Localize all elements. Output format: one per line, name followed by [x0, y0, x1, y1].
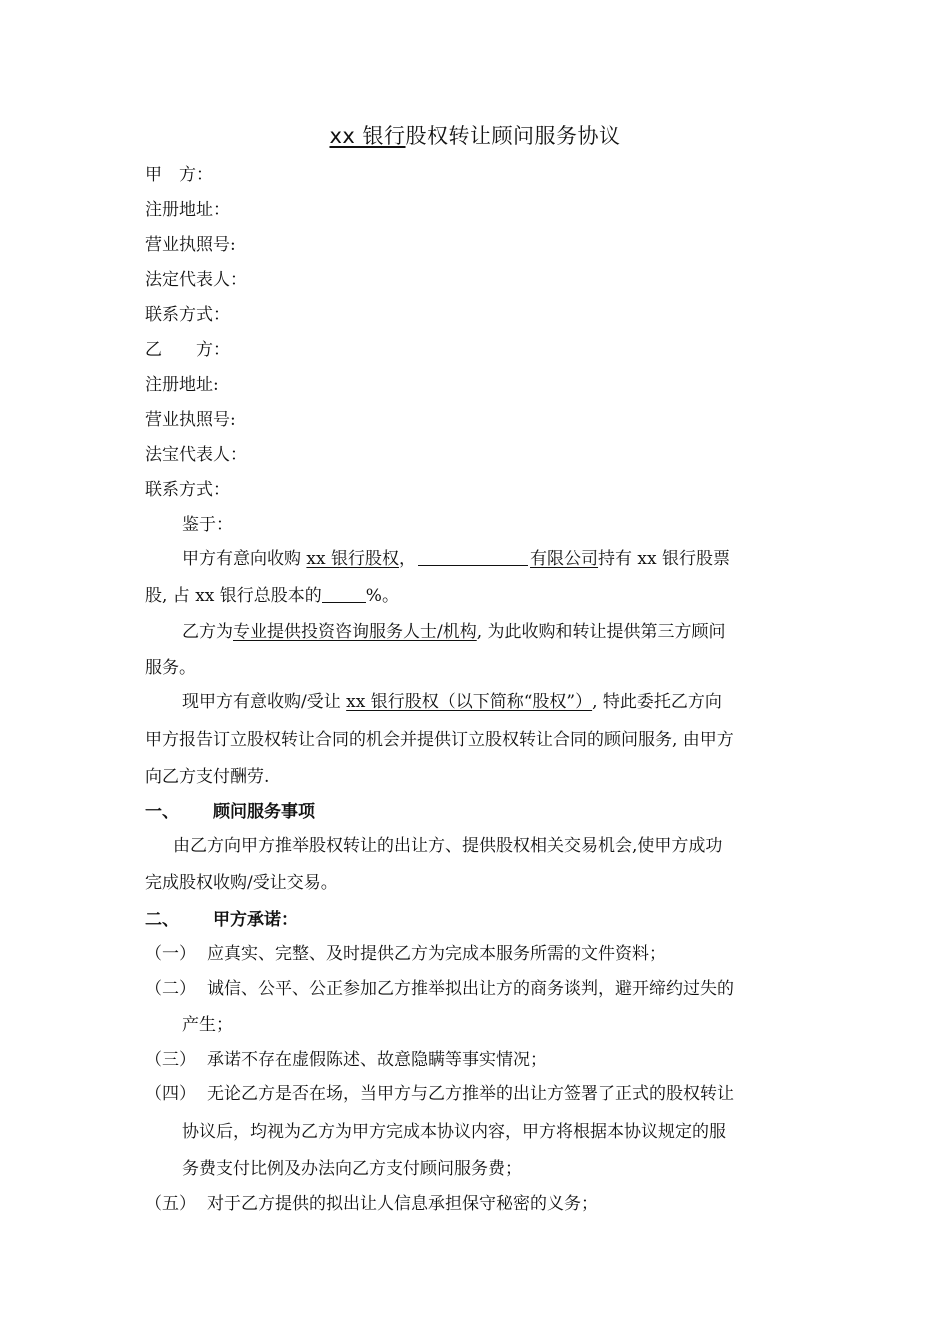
section1-line1: 由乙方向甲方推举股权转让的出让方、提供股权相关交易机会,使甲方成功 [173, 836, 723, 856]
section2-item4: （四） 无论乙方是否在场，当甲方与乙方推举的出让方签署了正式的股权转让 [145, 1084, 734, 1104]
section2-item4-line2: 协议后，均视为乙方为甲方完成本协议内容，甲方将根据本协议规定的服 [182, 1122, 726, 1142]
whereas-heading: 鉴于： [182, 515, 233, 535]
title-bank-name: xx 银行 [329, 124, 406, 148]
section2-item1: （一） 应真实、完整、及时提供乙方为完成本服务所需的文件资料； [145, 944, 666, 964]
equity-definition-underlined: xx 银行股权（以下简称“股权”） [346, 692, 593, 712]
section2-heading [145, 908, 298, 932]
whereas-p1-line1: 甲方有意向收购 xx 银行股权， 有限公司持有 xx 银行股票 [182, 549, 730, 569]
whereas-p3-line2: 甲方报告订立股权转让合同的机会并提供订立股权转让合同的顾问服务, 由甲方 [145, 730, 734, 750]
document-title [0, 120, 950, 150]
party-b-label: 乙 方： [145, 340, 230, 360]
section2-item5: （五） 对于乙方提供的拟出让人信息承担保守秘密的义务； [145, 1194, 598, 1214]
service-provider-underlined: 专业提供投资咨询服务人士/机构 [233, 622, 477, 642]
section2-item2: （二） 诚信、公平、公正参加乙方推举拟出让方的商务谈判，避开缔约过失的 [145, 979, 734, 999]
section2-title: 甲方承诺： [213, 910, 298, 930]
party-a-rep: 法定代表人： [145, 270, 247, 290]
party-b-rep: 法宝代表人： [145, 445, 247, 465]
company-suffix: 有限公司 [530, 549, 598, 569]
whereas-p3-line3: 向乙方支付酬劳. [145, 767, 270, 787]
section1-line2: 完成股权收购/受让交易。 [145, 873, 338, 893]
section1-title: 顾问服务事项 [213, 802, 315, 822]
bank-equity-underlined: xx 银行股权 [306, 549, 399, 569]
party-a-license: 营业执照号: [145, 235, 236, 255]
party-b-license: 营业执照号: [145, 410, 236, 430]
title-agreement-name: 股权转让顾问服务协议 [405, 124, 621, 148]
whereas-p2-line1: 乙方为专业提供投资咨询服务人士/机构, 为此收购和转让提供第三方顾问 [182, 622, 726, 642]
section2-item2-line2: 产生； [182, 1015, 233, 1035]
section1-number: 一、 [145, 802, 179, 822]
section2-item3: （三） 承诺不存在虚假陈述、故意隐瞒等事实情况； [145, 1050, 547, 1070]
company-blank [418, 549, 528, 566]
whereas-p2-line2: 服务。 [145, 658, 196, 678]
percent-blank [322, 588, 366, 603]
party-a-label: 甲 方： [145, 165, 213, 185]
party-a-address: 注册地址： [145, 200, 230, 220]
whereas-p3-line1: 现甲方有意收购/受让 xx 银行股权（以下简称“股权”）, 特此委托乙方向 [182, 692, 722, 712]
party-b-contact: 联系方式： [145, 480, 230, 500]
section2-number: 二、 [145, 910, 179, 930]
whereas-p1-line2: 股, 占 xx 银行总股本的 %。 [145, 586, 399, 606]
section1-heading [145, 800, 315, 824]
section2-item4-line3: 务费支付比例及办法向乙方支付顾问服务费； [182, 1159, 522, 1179]
party-b-address: 注册地址: [145, 375, 219, 395]
party-a-contact: 联系方式： [145, 305, 230, 325]
